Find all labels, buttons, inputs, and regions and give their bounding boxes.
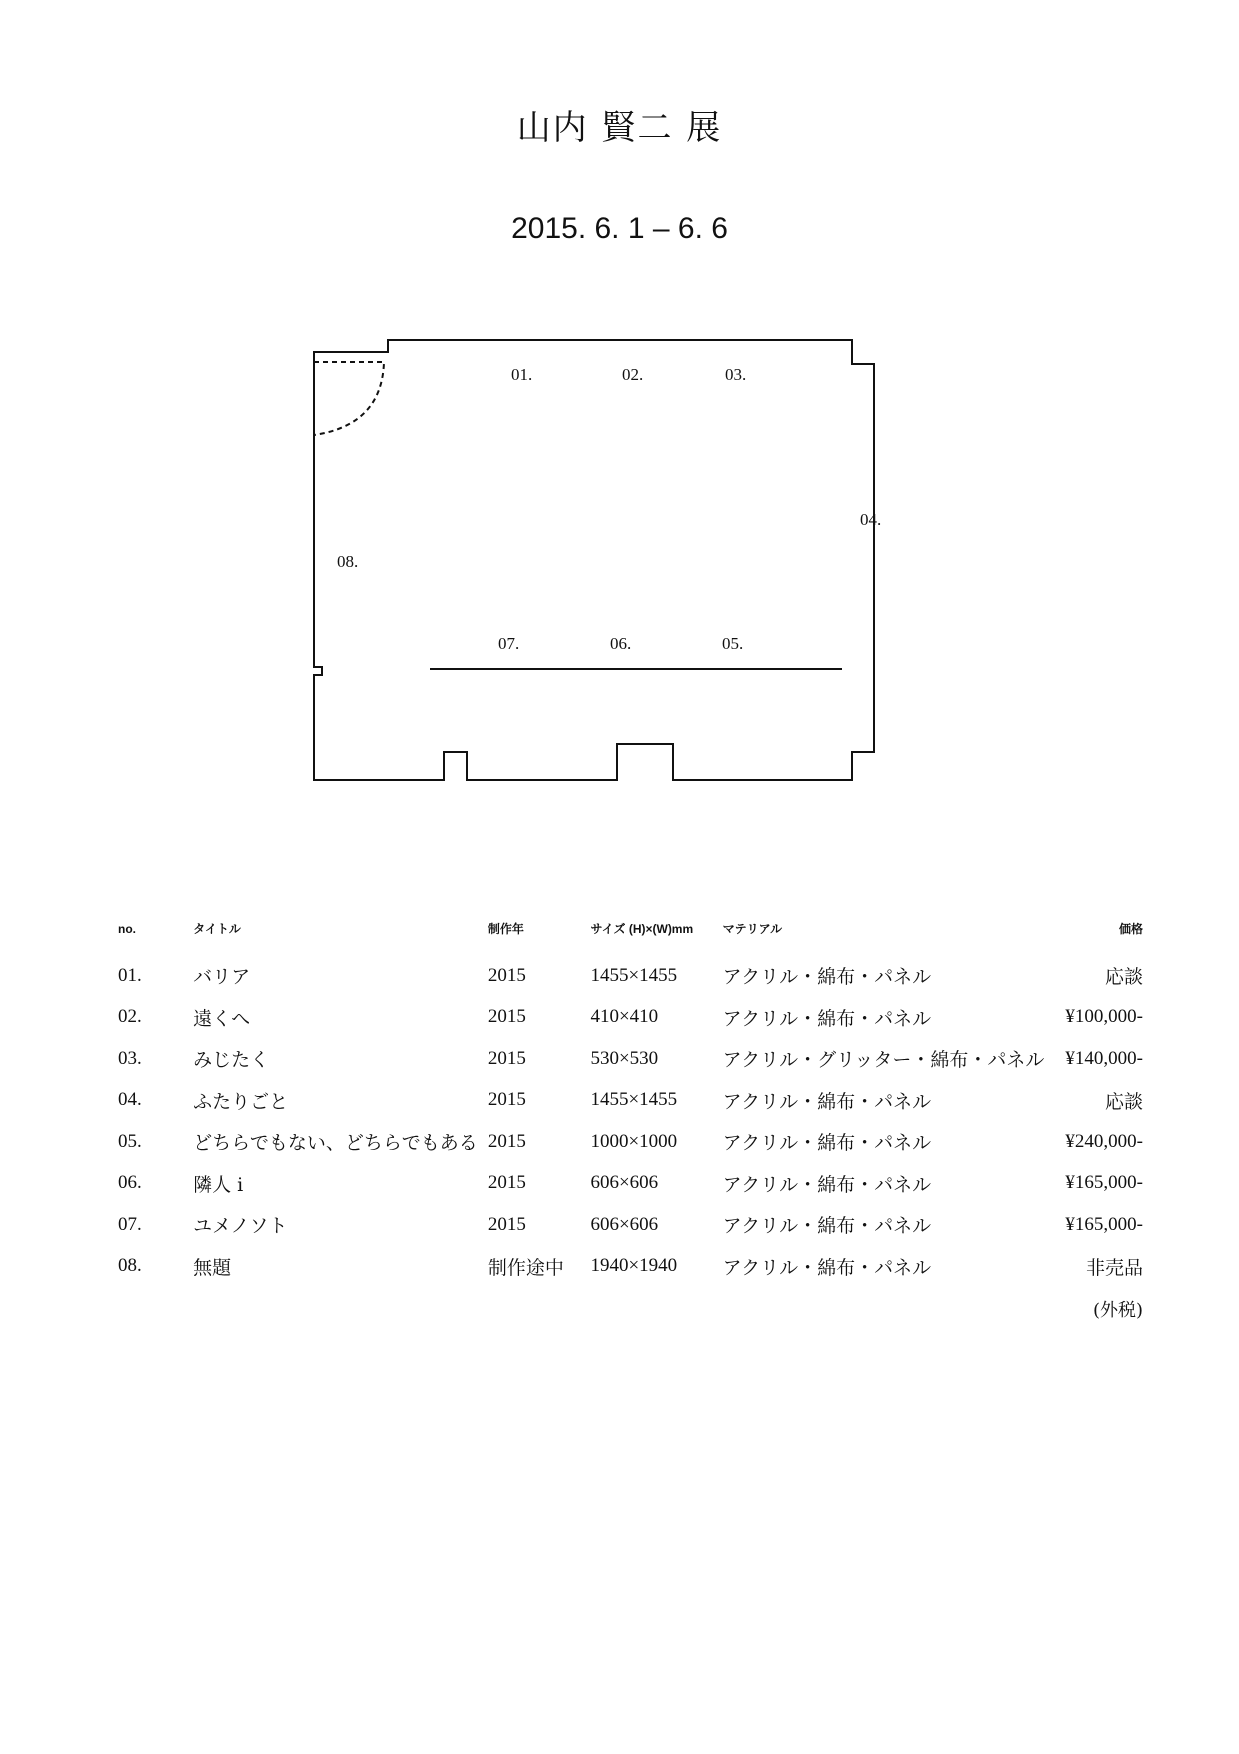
floor-plan-walls xyxy=(314,340,874,780)
plan-label-01: 01. xyxy=(511,365,533,384)
cell-price: 応談 xyxy=(1104,1091,1143,1113)
cell-price: ¥100,000- xyxy=(1065,1006,1143,1028)
cell-year: 2015 xyxy=(487,1006,526,1028)
table-header-row xyxy=(118,920,1143,955)
cell-no: 07. xyxy=(118,1213,142,1235)
plan-label-07: 07. xyxy=(498,634,520,653)
cell-size: 606×606 xyxy=(590,1172,659,1194)
table-row xyxy=(118,1121,1143,1163)
table-row xyxy=(118,1038,1143,1080)
plan-label-05: 05. xyxy=(722,634,744,653)
cell-no: 06. xyxy=(118,1172,142,1194)
cell-size: 530×530 xyxy=(590,1047,659,1069)
table-row xyxy=(118,997,1143,1039)
cell-title: みじたく xyxy=(193,1049,270,1072)
plan-label-08: 08. xyxy=(337,552,359,571)
cell-year: 2015 xyxy=(487,1130,526,1152)
plan-label-06: 06. xyxy=(610,634,632,653)
cell-year: 2015 xyxy=(487,1172,526,1194)
tax-note: (外税) xyxy=(1092,1300,1143,1321)
cell-title: どちらでもない、どちらでもある xyxy=(193,1132,478,1155)
header-year: 制作年 xyxy=(487,922,524,936)
table-row xyxy=(118,1080,1143,1122)
cell-price: ¥165,000- xyxy=(1065,1213,1143,1235)
cell-year: 制作途中 xyxy=(487,1256,564,1279)
table-row xyxy=(118,1204,1143,1246)
cell-no: 05. xyxy=(118,1130,142,1152)
cell-material: アクリル・綿布・パネル xyxy=(722,1256,932,1279)
cell-year: 2015 xyxy=(487,964,526,986)
cell-price: 応談 xyxy=(1104,967,1143,989)
cell-year: 2015 xyxy=(487,1213,526,1235)
cell-material: アクリル・綿布・パネル xyxy=(722,1090,932,1113)
door-swing xyxy=(314,362,384,435)
table-row xyxy=(118,1163,1143,1205)
cell-year: 2015 xyxy=(487,1047,526,1069)
plan-label-04: 04. xyxy=(860,510,882,529)
plan-label-02: 02. xyxy=(622,365,644,384)
cell-title: ふたりごと xyxy=(193,1090,289,1113)
cell-size: 1455×1455 xyxy=(590,964,678,986)
cell-material: アクリル・綿布・パネル xyxy=(722,1132,932,1155)
exhibition-dates: 2015. 6. 1 – 6. 6 xyxy=(511,212,728,245)
cell-material: アクリル・綿布・パネル xyxy=(722,1215,932,1238)
cell-size: 1940×1940 xyxy=(590,1255,678,1277)
cell-title: ユメノソト xyxy=(193,1215,288,1238)
cell-material: アクリル・グリッター・綿布・パネル xyxy=(722,1049,1045,1072)
plan-label-03: 03. xyxy=(725,365,747,384)
cell-no: 03. xyxy=(118,1047,142,1069)
cell-no: 02. xyxy=(118,1006,142,1028)
cell-price: ¥140,000- xyxy=(1065,1047,1143,1069)
table-row xyxy=(118,1246,1143,1288)
cell-price: ¥240,000- xyxy=(1065,1130,1143,1152)
cell-title: 無題 xyxy=(193,1256,232,1279)
cell-size: 606×606 xyxy=(590,1213,659,1235)
cell-price: ¥165,000- xyxy=(1065,1172,1143,1194)
cell-no: 01. xyxy=(118,964,142,986)
cell-material: アクリル・綿布・パネル xyxy=(722,1007,932,1030)
cell-material: アクリル・綿布・パネル xyxy=(722,1173,932,1196)
header-price: 価格 xyxy=(1118,922,1143,936)
cell-no: 08. xyxy=(118,1255,142,1277)
cell-year: 2015 xyxy=(487,1089,526,1111)
header-material: マテリアル xyxy=(722,922,783,936)
cell-material: アクリル・綿布・パネル xyxy=(722,966,932,989)
table-row xyxy=(118,955,1143,997)
header-size: サイズ (H)×(W)mm xyxy=(590,922,694,936)
works-table xyxy=(118,920,1143,1287)
cell-title: バリア xyxy=(193,966,251,989)
cell-title: 遠くへ xyxy=(193,1007,251,1030)
exhibition-title: 山内 賢二 展 xyxy=(516,108,723,148)
cell-price: 非売品 xyxy=(1085,1256,1143,1279)
floor-plan xyxy=(0,0,1239,820)
cell-size: 1000×1000 xyxy=(590,1130,678,1152)
cell-size: 410×410 xyxy=(590,1006,659,1028)
header-title: タイトル xyxy=(193,922,241,936)
header-no: no. xyxy=(118,921,136,936)
cell-size: 1455×1455 xyxy=(590,1089,678,1111)
cell-title: 隣人 i xyxy=(193,1173,244,1196)
cell-no: 04. xyxy=(118,1089,142,1111)
